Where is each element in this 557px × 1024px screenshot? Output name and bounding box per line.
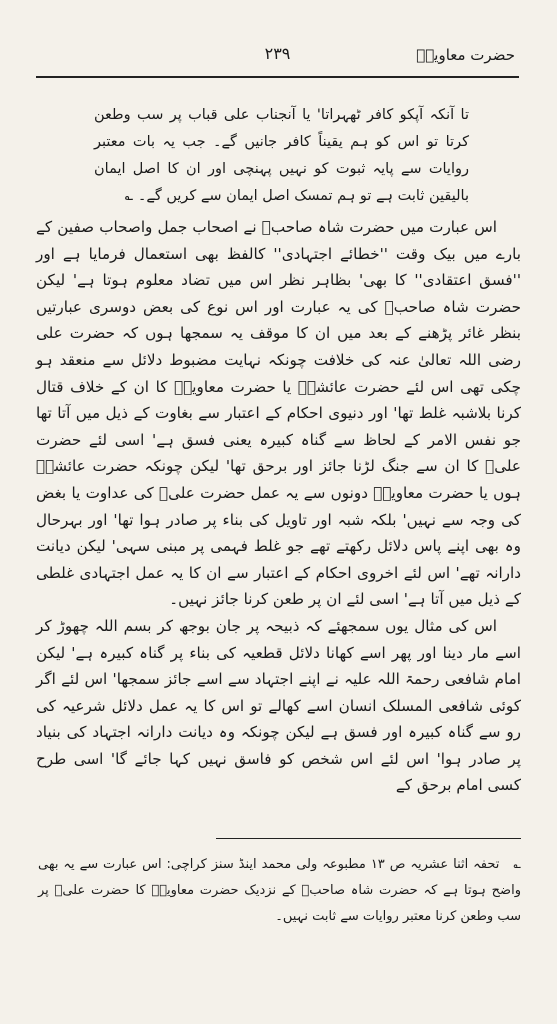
paragraph-2: اس کی مثال یوں سمجھئے کہ ذبیحہ پر جان بوجھ کر بسم اللہ چھوڑ کر اسے مار دینا اور پھر اسے کھانا دلائل قطعیہ کی بناء پر گناہ کبیرہ ہے' لیکن امام شافعی رحمۃ اللہ علیہ نے اپنے اجتہاد سے اسے جائز سمجھا' اس لئے اگر کوئی شافعی المسلک انسان اسے کھالے تو اس کا یہ عمل دلائل شرعیہ کی رو سے گناہ کبیرہ اور فسق ہے لیکن چونکہ وہ دیانت دارانہ اجتہاد کی بنیاد پر صادر ہوا' اس لئے اس شخص کو فاسق نہیں کہا جائے گا' اسی طرح کسی امام برحق کے [36,616,521,795]
footnote-rule [216,838,521,839]
footnote [38,852,521,930]
main-text [36,102,521,799]
paragraph-1: اس عبارت میں حضرت شاہ صاحبؒ نے اصحاب جمل واصحاب صفین کے بارے میں بیک وقت ''خطائے اجتہادی'' کالفظ بھی استعمال فرمایا ہے اور ''فسق اعتقادی'' کا بھی' بظاہر نظر اس میں تضاد معلوم ہوتا ہے' لیکن حضرت شاہ صاحبؒ کی یہ عبارت اور اس نوع کی بعض دوسری عبارتیں بنظر غائر پڑھنے کے بعد میں ان کا موقف یہ سمجھا ہوں کہ حضرت علی رضی اللہ تعالیٰ عنہ کی خلافت چونکہ نہایت مضبوط دلائل سے منعقد ہو چکی تھی اس لئے حضرت عائشہؓ یا حضرت معاویہؓ کا ان کے خلاف قتال کرنا بلاشبہ غلط تھا' اور دنیوی احکام کے اعتبار سے بغاوت کے ذیل میں آتا تھا جو نفس الامر کے لحاظ سے گناہ کبیرہ یعنی فسق ہے' اسی لئے حضرت علیؓ کا ان سے جنگ لڑنا جائز اور برحق تھا' لیکن چونکہ حضرت عائشہؓ ہوں یا حضرت معاویہؓ دونوں سے یہ عمل حضرت علیؓ کی عداوت یا بغض کی وجہ سے نہیں' بلکہ شبہ اور تاویل کی بناء پر صادر ہوا تھا' اور بہرحال وہ بھی اپنے پاس دلائل رکھتے تھے جو غلط فہمی پر مبنی سہی' لیکن دیانت دارانہ تھے' اس لئے اخروی احکام کے اعتبار سے ان کا یہ عمل اجتہادی غلطی کے ذیل میں آتا ہے' اسی لئے ان پر طعن کرنا جائز نہیں۔ [36,218,521,609]
block-quote: تا آنکہ آپکو کافر ٹھہراتا' یا آنجناب علی قباب پر سب وطعن کرتا تو اس کو ہم یقیناً کافر جانیں گے۔ جب یہ بات معتبر روایات سے پایہ ثبوت کو نہیں پہنچی اور ان کا اصل ایمان بالیقین ثابت ہے تو ہم تمسک اصل ایمان سے کریں گے۔ ؎ [94,107,469,204]
running-title: حضرت معاویہؓ [416,46,515,64]
header-rule [36,76,519,78]
page-header [36,42,519,78]
page-number: ۲۳۹ [264,44,291,63]
footnote-text: تحفہ اثنا عشریہ ص ۱۳ مطبوعہ ولی محمد اینڈ سنز کراچی: اس عبارت سے یہ بھی واضح ہوتا ہے کہ حضرت شاہ صاحبؒ کے نزدیک حضرت معاویہؓ کا حضرت علیؓ پر سب وطعن کرنا معتبر روایات سے ثابت نہیں۔ [38,857,521,924]
footnote-mark: ؎ [513,857,521,872]
